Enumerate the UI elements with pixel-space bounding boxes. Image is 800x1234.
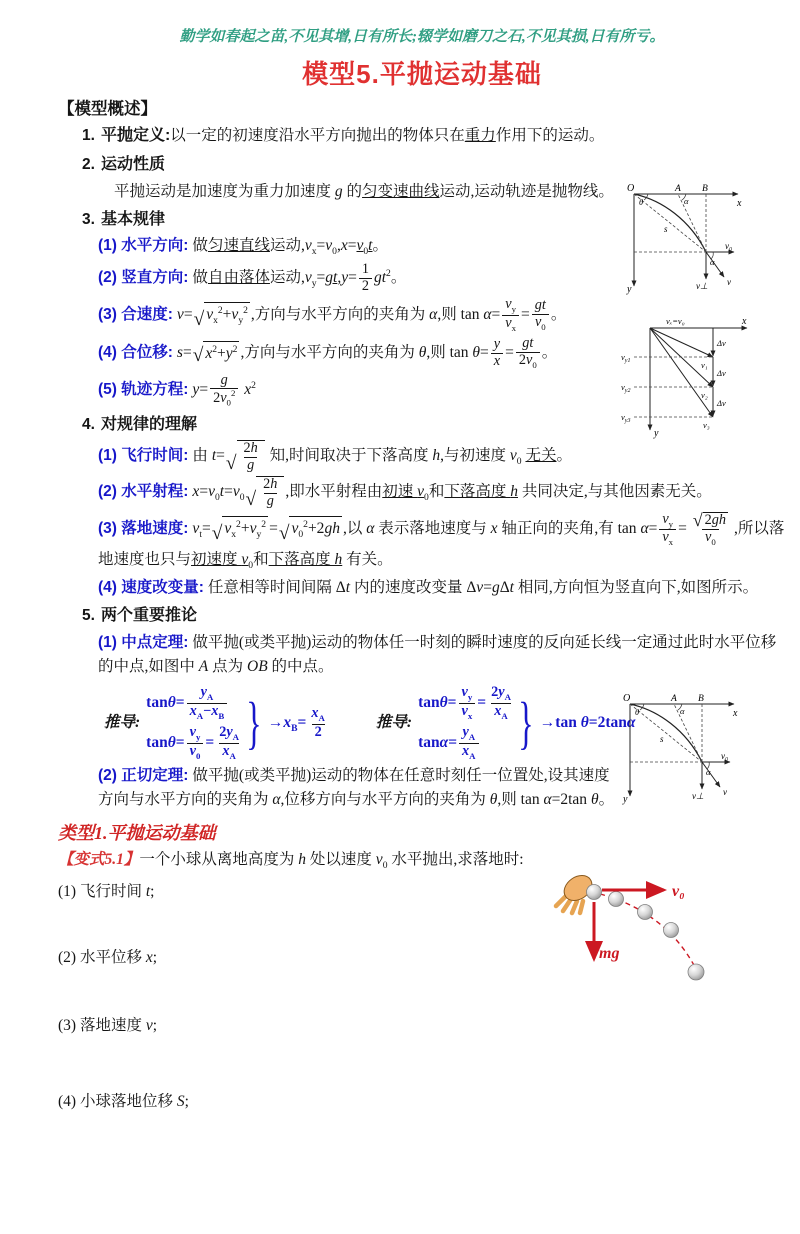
- throw-illustration: [538, 866, 750, 1016]
- point-a-label: A: [675, 184, 681, 194]
- rule-label: (2) 水平射程:: [98, 483, 189, 501]
- vy2-label: $v_{y2}$: [621, 382, 631, 394]
- type-section-header: 类型1.平抛运动基础: [58, 822, 216, 843]
- trajectory-diagram: [626, 180, 746, 304]
- rule-text: 做匀速直线运动$,v_x=v_0,x=v_0t$。: [192, 237, 388, 258]
- rule-text: v= √ $v_x^2+v_y^2$ ,方向与水平方向的夹角为 α,则 tan α= $\frac{v_y}{v_x}$ = $\frac{gt}{v_0}$ 。: [176, 296, 567, 333]
- rule-text: 由 t= √ $\frac{2h}{g}$ 知,时间取决于下落高度 h,与初速度 $v_0$ 无关。: [192, 439, 572, 475]
- problem-text: 一个小球从离地高度为 h 处以速度 $v_0$ 水平抛出,求落地时:: [139, 850, 524, 872]
- understanding-velocity-change: [58, 576, 786, 600]
- rule-label: (4) 速度改变量:: [98, 579, 204, 597]
- vy3-label: $v_{y3}$: [621, 412, 631, 424]
- derivation-equations: [146, 685, 244, 762]
- mg-label: mg: [599, 945, 620, 962]
- point-a-label: A: [671, 694, 677, 704]
- v-vector: [706, 252, 724, 277]
- item-number: 2.: [82, 155, 95, 173]
- question-4: (4) 小球落地位移 S;: [58, 1093, 189, 1111]
- nature-paragraph: 平抛运动是加速度为重力加速度 g 的匀变速曲线运动,运动轨迹是抛物线。: [114, 182, 614, 200]
- x-axis-label: x: [742, 316, 747, 327]
- v0-label: v₀: [721, 751, 729, 761]
- question-2: (2) 水平位移 x;: [58, 948, 158, 966]
- item-number: 1.: [82, 127, 95, 144]
- origin-label: O: [627, 183, 635, 194]
- v-label: v: [727, 277, 731, 287]
- derivation-equations: [418, 685, 516, 762]
- ball-initial: [587, 885, 602, 900]
- item-number: 4.: [82, 415, 95, 433]
- delta-v3-label: Δv: [717, 398, 726, 408]
- overview-header: 【模型概述】: [58, 99, 157, 118]
- derivation-eq2: tanα= $\frac{y_A}{x_A}$: [418, 725, 516, 761]
- x-axis-label: x: [737, 198, 742, 209]
- y-axis-label: y: [623, 794, 628, 805]
- corollary-midpoint: [58, 631, 786, 679]
- item-nature: [58, 153, 786, 178]
- point-b-label: B: [702, 184, 708, 194]
- v0-label: v₀: [672, 883, 685, 900]
- derivation-result: $\to x_B=$ $\frac{x_A}{2}$: [267, 705, 325, 740]
- derivation-label: 推导:: [375, 714, 413, 732]
- vy1-label: $v_{y1}$: [621, 352, 631, 364]
- rule-label: (3) 合速度:: [98, 306, 173, 324]
- point-b-label: B: [698, 694, 704, 704]
- rule-text: 做平抛(或类平抛)运动的物体任一时刻的瞬时速度的反向延长线一定通过此时水平位移的中点,如图中 A 点为 OB 的中点。: [98, 633, 777, 675]
- derivation-tangent: [376, 685, 636, 762]
- rule-label: (2) 竖直方向:: [98, 269, 189, 287]
- theta-label: θ: [639, 197, 644, 207]
- v1-label: v₁: [701, 360, 708, 370]
- s-label: s: [660, 734, 664, 744]
- rule-label: (5) 轨迹方程:: [98, 381, 189, 399]
- item-corollaries: [58, 604, 786, 629]
- vperp-label: v⊥: [692, 791, 704, 801]
- v3-label: v₃: [703, 420, 710, 430]
- displacement-line: [630, 704, 702, 762]
- rule-label: (1) 水平方向:: [98, 237, 189, 255]
- derivation-label: 推导:: [104, 714, 141, 732]
- item-label: 两个重要推论: [100, 607, 197, 625]
- origin-label: O: [623, 693, 631, 704]
- question-1: (1) 飞行时间 t;: [58, 882, 155, 900]
- rule-text: $x=v_0t=v_0$ √ $\frac{2h}{g}$ ,即水平射程由初速 $v_0$和下落高度 h 共同决定,与其他因素无关。: [192, 475, 712, 511]
- ball-final: [688, 964, 704, 980]
- rule-label: (1) 中点定理:: [98, 633, 189, 651]
- v2-vector: [650, 328, 713, 387]
- rule-label: (3) 落地速度:: [98, 520, 189, 538]
- alpha-label: α: [680, 706, 685, 716]
- alpha-lower-label: α: [710, 257, 715, 267]
- rule-text: 任意相等时间间隔 Δt 内的速度改变量 Δv=gΔt 相同,方向恒为竖直向下,如图所示。: [207, 579, 759, 597]
- velocity-vectors-diagram: [620, 312, 754, 448]
- brace-glyph: }: [518, 690, 534, 756]
- trajectory-diagram-2: [622, 690, 742, 814]
- derivation-eq1: tanθ= $\frac{y_A}{x_A-x_B}$: [146, 685, 244, 721]
- derivation-eq2: tanθ= $\frac{v_y}{v_0}$ = $\frac{2y_A}{x_A}$: [146, 724, 240, 762]
- alpha-label: α: [684, 196, 689, 206]
- page-motto: 勤学如春起之苗,不见其增,日有所长;辍学如磨刀之石,不见其损,日有所亏。: [179, 29, 665, 45]
- derivation-midpoint: [104, 685, 330, 762]
- x-axis-label: x: [733, 708, 738, 719]
- item-label: 平抛定义:: [100, 127, 171, 144]
- page-title: 模型5.平抛运动基础: [302, 59, 542, 89]
- y-axis-label: y: [654, 428, 659, 439]
- rule-label: (2) 正切定理:: [98, 766, 189, 784]
- rule-label: (1) 飞行时间:: [98, 447, 189, 465]
- vperp-label: v⊥: [696, 281, 708, 291]
- rule-text: 做平抛(或类平抛)运动的物体在任意时刻任一位置处,设其速度方向与水平方向的夹角为 α,位移方向与水平方向的夹角为 θ,则 tan α=2tan θ。: [98, 766, 615, 808]
- item-label: 运动性质: [100, 155, 165, 173]
- ball-3: [638, 905, 653, 920]
- item-label: 对规律的理解: [100, 415, 197, 433]
- rule-text: $v_t=$ √ $v_x^2+v_y^2$ = √ $v_0^2+2gh$ ,以 α 表示落地速度与 x 轴正向的夹角,有 tan α= $\frac{v_y}{v_x}$ = √ 2gh $v_0$ ,所以落地速度也只与初速度 $v_0$和下落高度 h 有关。: [98, 509, 785, 572]
- v2-label: v₂: [701, 390, 708, 400]
- vx-equals-v0-label: vₓ=v₀: [666, 316, 685, 326]
- rule-text: s= √ $x^2+y^2$ ,方向与水平方向的夹角为 θ,则 tan θ= $\frac{y}{x}$ = $\frac{gt}{2v_0}$ 。: [176, 334, 558, 370]
- question-3: (3) 落地速度 v;: [58, 1017, 158, 1034]
- delta-v2-label: Δv: [717, 368, 726, 378]
- v-label: v: [723, 787, 727, 797]
- rule-text: 做自由落体运动$,v_y=gt,y=$ $\frac{1}{2}$ $gt^2$。: [192, 261, 407, 295]
- y-axis-label: y: [627, 284, 632, 295]
- problem-tag: 【变式5.1】: [58, 850, 140, 868]
- ball-2: [609, 892, 624, 907]
- rule-text: y= $\frac{g}{2v_0^2}$ $x^2$: [192, 371, 256, 409]
- derivation-eq1: tanθ= $\frac{v_y}{v_x}$ = $\frac{2y_A}{x_A}$: [418, 684, 511, 721]
- s-label: s: [664, 224, 668, 234]
- v1-vector: [650, 328, 713, 357]
- understanding-landing-speed: [58, 509, 786, 575]
- theta-label: θ: [635, 707, 640, 717]
- ball-4: [664, 923, 679, 938]
- corollary-tangent: [58, 764, 618, 812]
- item-label: 基本规律: [100, 210, 165, 228]
- v3-vector: [650, 328, 713, 417]
- derivation-result: →tan θ=2tanα: [539, 714, 636, 732]
- alpha-lower-label: α: [706, 767, 711, 777]
- displacement-line: [634, 194, 706, 252]
- item-text: 以一定的初速度沿水平方向抛出的物体只在重力作用下的运动。: [170, 127, 605, 144]
- rule-label: (4) 合位移:: [98, 343, 173, 361]
- item-number: 5.: [82, 607, 95, 625]
- v0-label: v₀: [725, 241, 733, 251]
- delta-v1-label: Δv: [717, 338, 726, 348]
- brace-glyph: }: [246, 690, 262, 756]
- understanding-range: [58, 476, 786, 510]
- item-definition: [58, 124, 786, 149]
- v-vector: [702, 762, 720, 787]
- item-number: 3.: [82, 210, 95, 228]
